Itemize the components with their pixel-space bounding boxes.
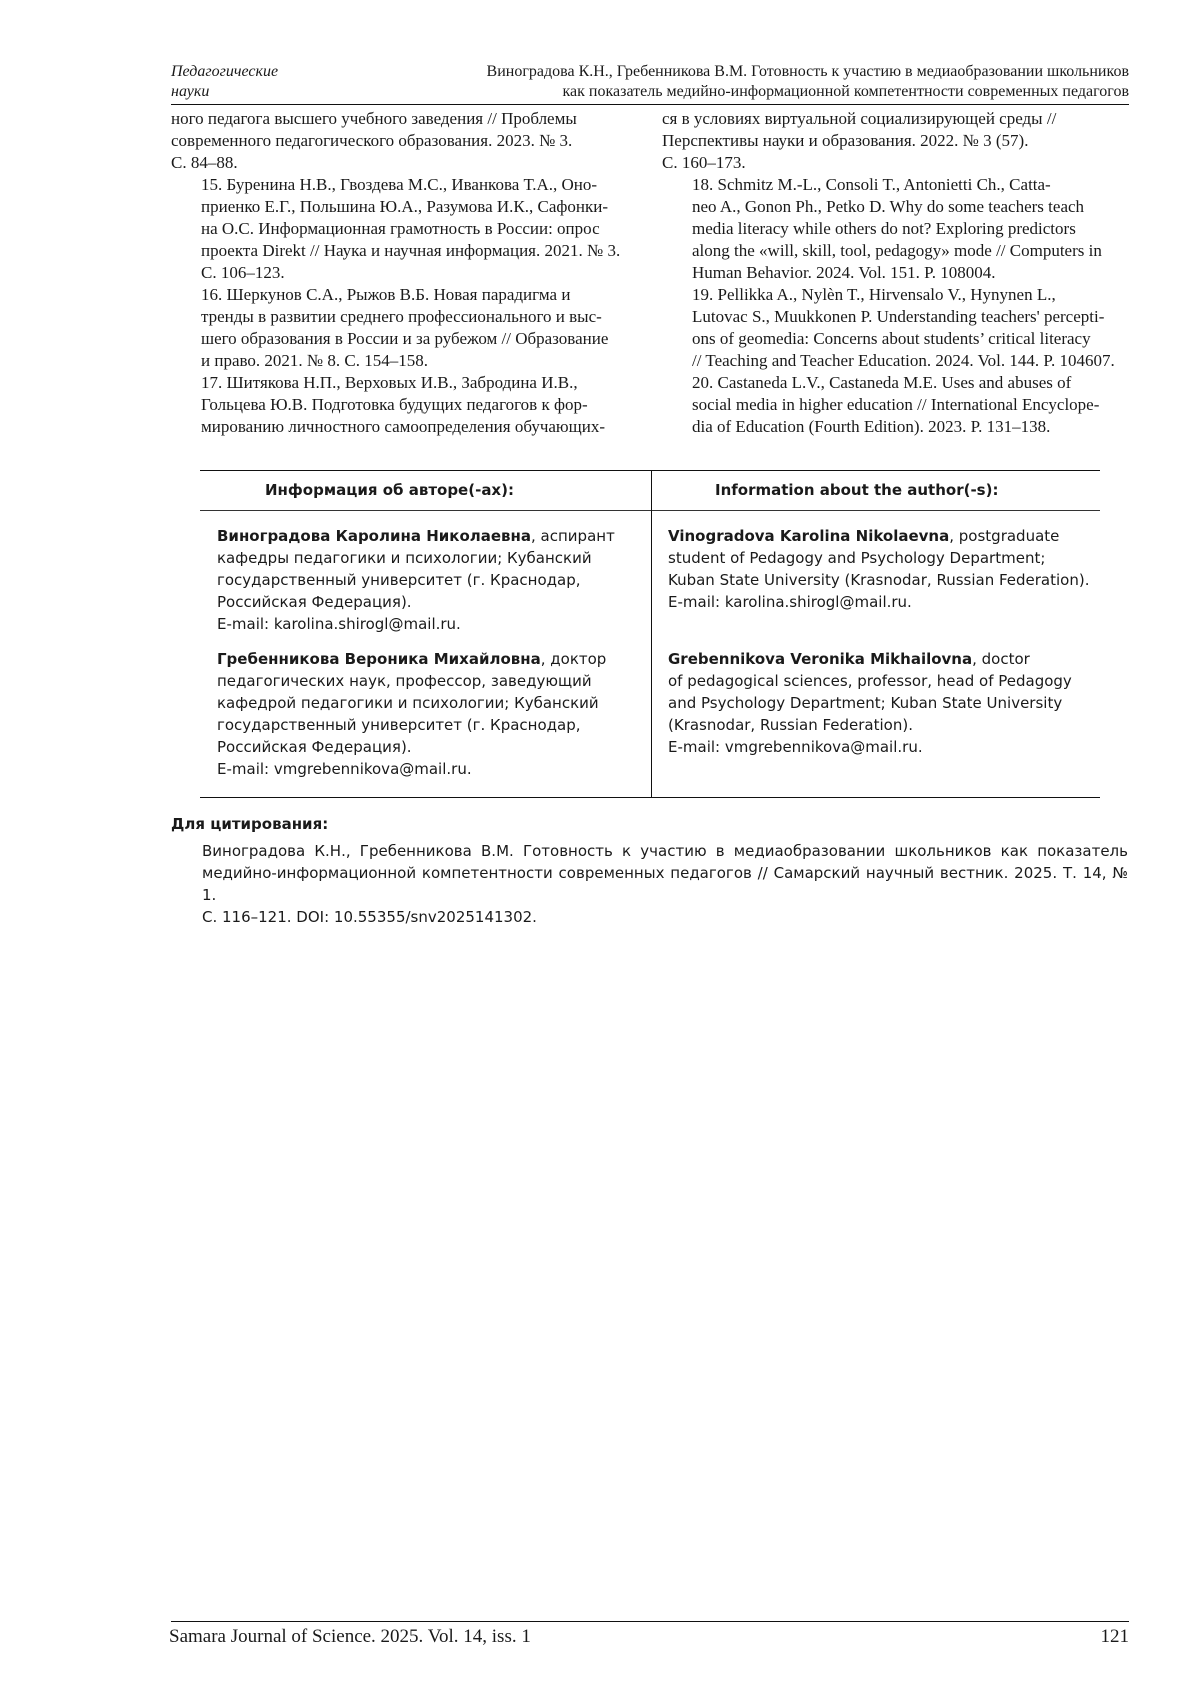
reference-item bbox=[662, 108, 1129, 174]
reference-line: media literacy while others do not? Exploring predictors bbox=[692, 219, 1076, 238]
page-number: 121 bbox=[1100, 1626, 1129, 1647]
table-top-rule bbox=[200, 470, 1100, 471]
citation-line: медийно-информационной компетентности современных педагогов // Самарский научный вестник. 2025. Т. 14, № 1. bbox=[202, 864, 1128, 904]
author-detail: государственный университет (г. Краснодар, bbox=[217, 716, 581, 734]
author-detail: student of Pedagogy and Psychology Department; bbox=[668, 549, 1046, 567]
author-detail: (Krasnodar, Russian Federation). bbox=[668, 716, 913, 734]
author-detail: , доктор bbox=[540, 650, 607, 668]
table-header-rule bbox=[200, 510, 1100, 511]
reference-line: Lutovac S., Muukkonen P. Understanding teachers' percepti- bbox=[692, 307, 1105, 326]
author-detail: государственный университет (г. Краснодар, bbox=[217, 571, 581, 589]
reference-line: // Teaching and Teacher Education. 2024. Vol. 144. P. 104607. bbox=[692, 351, 1115, 370]
reference-line: тренды в развитии среднего профессионального и выс- bbox=[201, 307, 602, 326]
reference-line: along the «will, skill, tool, pedagogy» mode // Computers in bbox=[692, 241, 1102, 260]
section-line-1: Педагогические bbox=[171, 63, 279, 80]
author-detail: Российская Федерация). bbox=[217, 593, 412, 611]
author-name: Виноградова Каролина Николаевна bbox=[217, 527, 532, 545]
reference-line: на О.С. Информационная грамотность в России: опрос bbox=[201, 219, 600, 238]
citation-line: Виноградова К.Н., Гребенникова В.М. Готовность к участию в медиаобразовании школьников как показатель bbox=[202, 842, 1128, 860]
author-detail: кафедры педагогики и психологии; Кубанский bbox=[217, 549, 592, 567]
author-email: E-mail: vmgrebennikova@mail.ru. bbox=[217, 760, 472, 778]
author-name: Гребенникова Вероника Михайловна bbox=[217, 650, 541, 668]
reference-line: 20. Castaneda L.V., Castaneda M.E. Uses and abuses of bbox=[692, 373, 1072, 392]
author-1-en bbox=[668, 525, 1093, 613]
journal-section bbox=[171, 62, 278, 102]
reference-line: Перспективы науки и образования. 2022. № 3 (57). bbox=[662, 131, 1029, 150]
reference-line: проекта Direkt // Наука и научная информация. 2021. № 3. bbox=[201, 241, 621, 260]
author-email: E-mail: karolina.shirogl@mail.ru. bbox=[668, 593, 912, 611]
reference-item bbox=[171, 284, 640, 372]
citation-heading: Для цитирования: bbox=[171, 815, 329, 833]
reference-line: приенко Е.Г., Польшина Ю.А., Разумова И.К., Сафонки- bbox=[201, 197, 609, 216]
reference-line: ons of geomedia: Concerns about students’ critical literacy bbox=[692, 329, 1091, 348]
reference-line: ного педагога высшего учебного заведения // Проблемы bbox=[171, 109, 577, 128]
author-detail: , аспирант bbox=[531, 527, 615, 545]
reference-line: 19. Pellikka A., Nylèn T., Hirvensalo V., Hynynen L., bbox=[692, 285, 1056, 304]
author-detail: Российская Федерация). bbox=[217, 738, 412, 756]
reference-line: Human Behavior. 2024. Vol. 151. P. 108004. bbox=[692, 263, 996, 282]
author-1-ru bbox=[217, 525, 637, 635]
author-name: Vinogradova Karolina Nikolaevna bbox=[668, 527, 950, 545]
reference-line: современного педагогического образования. 2023. № 3. bbox=[171, 131, 573, 150]
author-2-ru bbox=[217, 648, 637, 780]
reference-line: мированию личностного самоопределения обучающих- bbox=[201, 417, 605, 436]
running-title-line-2: как показатель медийно-информационной компетентности современных педагогов bbox=[562, 83, 1129, 100]
citation-line: С. 116–121. DOI: 10.55355/snv2025141302. bbox=[202, 908, 537, 926]
author-email: E-mail: karolina.shirogl@mail.ru. bbox=[217, 615, 461, 633]
reference-line: С. 106–123. bbox=[201, 263, 285, 282]
author-detail: and Psychology Department; Kuban State University bbox=[668, 694, 1063, 712]
table-column-divider bbox=[651, 470, 652, 798]
author-detail: , postgraduate bbox=[949, 527, 1060, 545]
author-detail: педагогических наук, профессор, заведующий bbox=[217, 672, 592, 690]
author-2-en bbox=[668, 648, 1093, 758]
reference-line: ся в условиях виртуальной социализирующей среды // bbox=[662, 109, 1057, 128]
reference-item bbox=[171, 372, 640, 438]
reference-line: 18. Schmitz M.-L., Consoli T., Antonietti Ch., Catta- bbox=[692, 175, 1051, 194]
reference-item bbox=[662, 174, 1129, 284]
header-rule bbox=[171, 104, 1129, 105]
author-detail: , doctor bbox=[972, 650, 1030, 668]
citation-text bbox=[202, 840, 1128, 928]
reference-line: и право. 2021. № 8. С. 154–158. bbox=[201, 351, 428, 370]
reference-line: 15. Буренина Н.В., Гвоздева М.С., Иванкова Т.А., Оно- bbox=[201, 175, 598, 194]
author-email: E-mail: vmgrebennikova@mail.ru. bbox=[668, 738, 923, 756]
reference-item bbox=[171, 174, 640, 284]
reference-line: С. 160–173. bbox=[662, 153, 746, 172]
reference-line: С. 84–88. bbox=[171, 153, 238, 172]
author-detail: of pedagogical sciences, professor, head of Pedagogy bbox=[668, 672, 1072, 690]
footer-journal: Samara Journal of Science. 2025. Vol. 14, iss. 1 bbox=[169, 1626, 531, 1647]
reference-line: neo A., Gonon Ph., Petko D. Why do some teachers teach bbox=[692, 197, 1085, 216]
reference-line: 16. Шеркунов С.А., Рыжов В.Б. Новая парадигма и bbox=[201, 285, 571, 304]
author-info-header-ru: Информация об авторе(-ах): bbox=[265, 481, 514, 499]
section-line-2: науки bbox=[171, 83, 210, 100]
author-info-table bbox=[200, 470, 1100, 798]
footer-rule bbox=[171, 1621, 1129, 1622]
author-detail: кафедрой педагогики и психологии; Кубанский bbox=[217, 694, 599, 712]
running-title-line-1: Виноградова К.Н., Гребенникова В.М. Готовность к участию в медиаобразовании школьников bbox=[486, 63, 1129, 80]
reference-item bbox=[662, 284, 1129, 372]
reference-item bbox=[171, 108, 640, 174]
reference-line: 17. Шитякова Н.П., Верховых И.В., Забродина И.В., bbox=[201, 373, 578, 392]
reference-line: dia of Education (Fourth Edition). 2023. P. 131–138. bbox=[692, 417, 1051, 436]
author-name: Grebennikova Veronika Mikhailovna bbox=[668, 650, 973, 668]
table-bottom-rule bbox=[200, 797, 1100, 798]
references-right-column bbox=[662, 108, 1129, 438]
article-running-title bbox=[487, 62, 1129, 102]
author-detail: Kuban State University (Krasnodar, Russian Federation). bbox=[668, 571, 1090, 589]
reference-line: шего образования в России и за рубежом // Образование bbox=[201, 329, 609, 348]
references-left-column bbox=[171, 108, 640, 438]
running-header bbox=[171, 62, 1129, 104]
reference-line: Гольцева Ю.В. Подготовка будущих педагогов к фор- bbox=[201, 395, 588, 414]
reference-line: social media in higher education // International Encyclope- bbox=[692, 395, 1100, 414]
reference-item bbox=[662, 372, 1129, 438]
author-info-header-en: Information about the author(-s): bbox=[715, 481, 999, 499]
